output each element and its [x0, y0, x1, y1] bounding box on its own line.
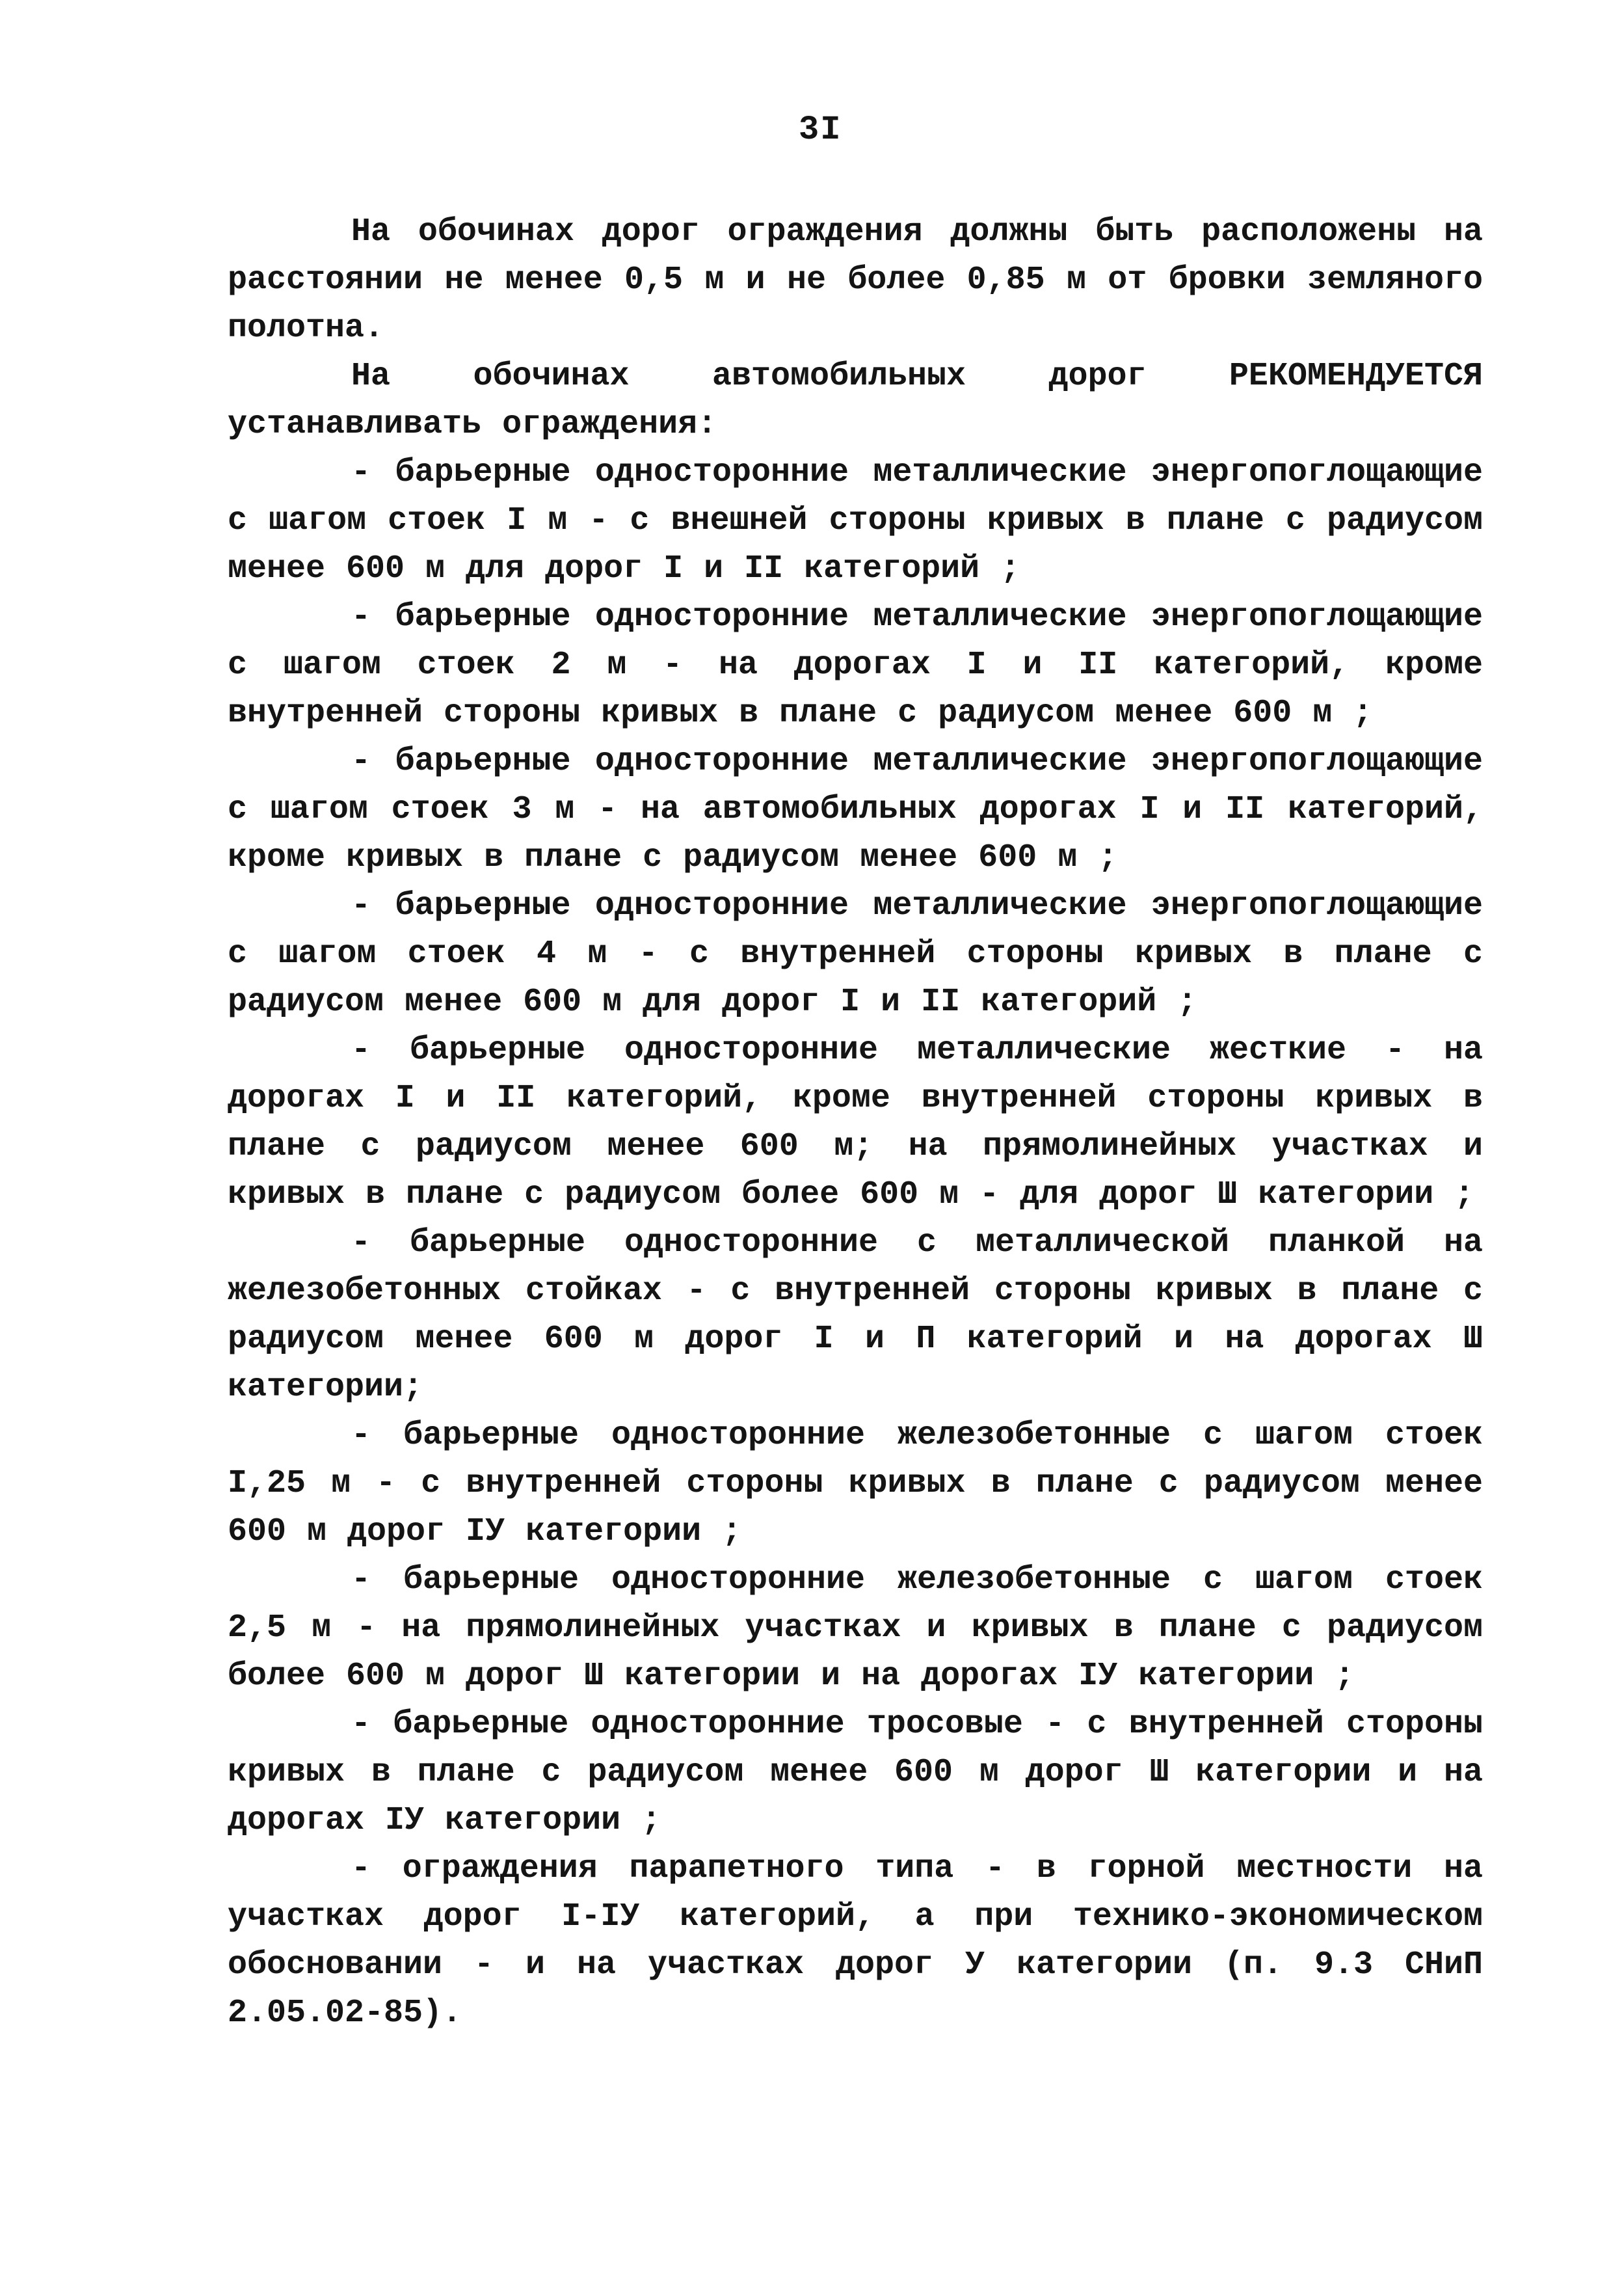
list-item: - барьерные односторонние металлические энергопоглощающие с шагом стоек I м - с внешней стороны кривых в плане с радиусом менее 600 м для дорог I и II категорий ; [228, 454, 1483, 587]
body-text [228, 208, 1483, 2038]
list-item: - барьерные односторонние металлические энергопоглощающие с шагом стоек 2 м - на дорогах I и II категорий, кроме внутренней стороны кривых в плане с радиусом менее 600 м ; [228, 599, 1483, 732]
list-item: - барьерные односторонние железобетонные с шагом стоек I,25 м - с внутренней стороны кривых в плане с радиусом менее 600 м дорог IУ категории ; [228, 1417, 1483, 1550]
list-item: - барьерные односторонние тросовые - с внутренней стороны кривых в плане с радиусом менее 600 м дорог Ш категории и на дорогах IУ категории ; [228, 1706, 1483, 1839]
list-item: - барьерные односторонние металлические энергопоглощающие с шагом стоек 3 м - на автомобильных дорогах I и II категорий, кроме кривых в плане с радиусом менее 600 м ; [228, 743, 1483, 876]
list-item: - барьерные односторонние железобетонные с шагом стоек 2,5 м - на прямолинейных участках и кривых в плане с радиусом более 600 м дорог Ш категории и на дорогах IУ категории ; [228, 1561, 1483, 1695]
paragraph: На обочинах дорог ограждения должны быть расположены на расстоянии не менее 0,5 м и не более 0,85 м от бровки земляного полотна. [228, 213, 1483, 347]
list-item: - барьерные односторонние металлические жесткие - на дорогах I и II категорий, кроме внутренней стороны кривых в плане с радиусом менее 600 м; на прямолинейных участках и кривых в плане с радиусом более 600 м - для дорог Ш категории ; [228, 1032, 1483, 1213]
list-item: - ограждения парапетного типа - в горной местности на участках дорог I-IУ категорий, а при технико-экономическом обосновании - и на участках дорог У категории (п. 9.3 СНиП 2.05.02-85). [228, 1850, 1483, 2032]
list-item: - барьерные односторонние металлические энергопоглощающие с шагом стоек 4 м - с внутренней стороны кривых в плане с радиусом менее 600 м для дорог I и II категорий ; [228, 887, 1483, 1021]
list-item: - барьерные односторонние с металлической планкой на железобетонных стойках - с внутренней стороны кривых в плане с радиусом менее 600 м дорог I и П категорий и на дорогах Ш категории; [228, 1224, 1483, 1406]
paragraph: На обочинах автомобильных дорог РЕКОМЕНДУЕТСЯ устанавливать ограждения: [228, 358, 1483, 443]
page-number: 3I [799, 111, 842, 149]
